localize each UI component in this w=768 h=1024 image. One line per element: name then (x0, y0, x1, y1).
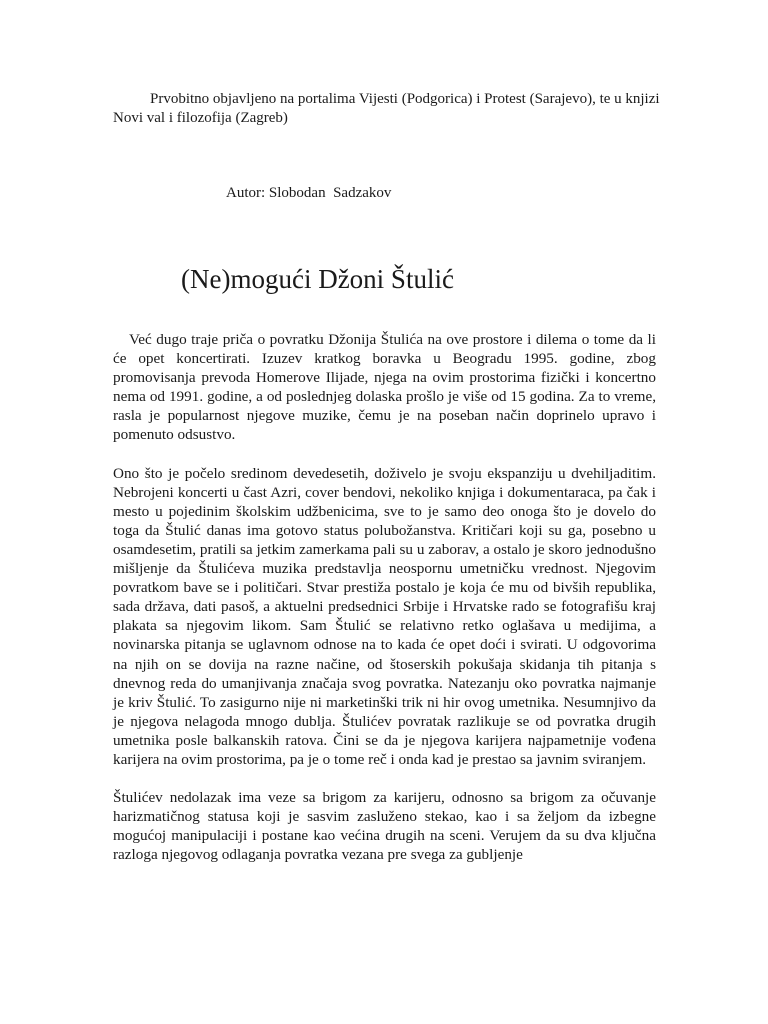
article-title: (Ne)mogući Džoni Štulić (181, 264, 454, 294)
paragraph-2: Ono što je počelo sredinom devedesetih, doživelo je svoju ekspanziju u dvehiljaditim. Nebrojeni koncerti u čast Azri, cover bendovi, nekoliko knjiga i dokumentaraca, pa čak i mesto u pojedinim školskim udžbenicima, sve to je samo deo onoga što je dovelo do toga da Štulić danas ima gotovo status polubožanstva. Kritičari koji su ga, posebno u osamdesetim, pratili sa jetkim zamerkama pali su u zaborav, a ostalo je skoro jednodušno mišljenje da Štulićeva muzika predstavlja neospornu umetničku vrednost. Njegovim povratkom bave se i političari. Stvar prestiža postalo je koja će mu od bivših republika, sada država, dati pasoš, a aktuelni predsednici Srbije i Hrvatske rado se fotografišu kraj plakata sa njegovim likom. Sam Štulić se relativno retko oglašava u medijima, a novinarska pitanja se uglavnom odnose na to kada će opet doći i svirati. U odgovorima na njih on se dovija na razne načine, od štoserskih pokušaja skidanja tih pitanja s dnevnog reda do umanjivanja značaja svog povratka. Natezanju oko povratka najmanje je kriv Štulić. To zasigurno nije ni marketinški trik ni hir ovog umetnika. Nesumnjivo da je njegova nelagoda mnogo dublja. Štulićev povratak razlikuje se od povratka drugih umetnika posle balkanskih ratova. Čini se da je njegova karijera najpametnije vođena karijera na ovim prostorima, pa je o tome reč i onda kad je prestao sa javnim sviranjem. (113, 464, 656, 768)
publication-note: Prvobitno objavljeno na portalima Vijesti (Podgorica) i Protest (Sarajevo), te u knjizi Novi val i filozofija (Zagreb) (113, 91, 660, 126)
paragraph-3: Štulićev nedolazak ima veze sa brigom za karijeru, odnosno sa brigom za očuvanje harizmatičnog statusa koji je sasvim zasluženo stekao, kao i sa željom da izbegne mogućoj manipulaciji i postane kao većina drugih na sceni. Verujem da su dva ključna razloga njegovog odlaganja povratka vezana pre svega za gubljenje (113, 789, 656, 864)
article-body (113, 330, 656, 883)
paragraph-1: Već dugo traje priča o povratku Džonija Štulića na ove prostore i dilema o tome da li će opet koncertirati. Izuzev kratkog boravka u Beogradu 1995. godine, zbog promovisanja prevoda Homerove Ilijade, njega na ovim prostorima fizički i koncertno nema od 1991. godine, a od poslednjeg dolaska prošlo je više od 15 godina. Za to vreme, rasla je popularnost njegove muzike, čemu je na poseban način doprinelo upravo i pomenuto odsustvo. (113, 331, 656, 444)
author-line: Autor: Slobodan Sadzakov (226, 185, 392, 201)
